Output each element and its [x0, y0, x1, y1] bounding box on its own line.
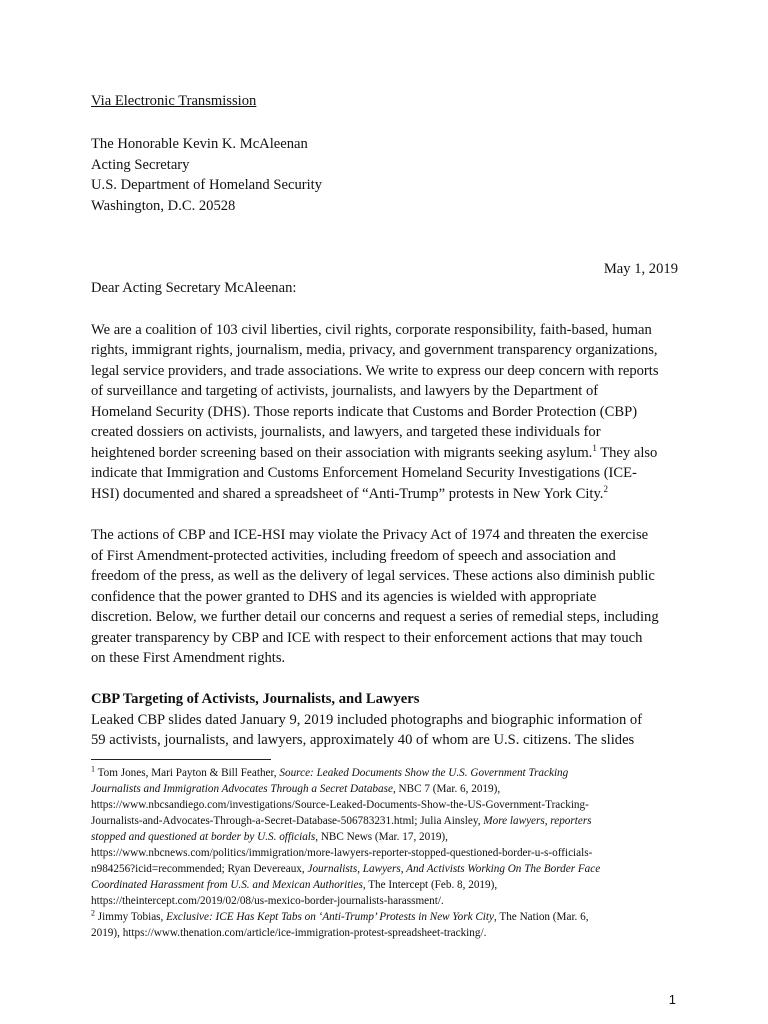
- para3-line: Leaked CBP slides dated January 9, 2019 included photographs and biographic information of: [91, 712, 643, 728]
- para2-line: greater transparency by CBP and ICE with respect to their enforcement actions that may touch: [91, 630, 643, 646]
- footnote-divider: [91, 759, 271, 760]
- para1-text: They also: [596, 445, 658, 461]
- footnote-title: More lawyers, reporters: [483, 815, 592, 827]
- para1-line: indicate that Immigration and Customs Enforcement Homeland Security Investigations (ICE-: [91, 465, 637, 481]
- footnote-text: Journalists-and-Advocates-Through-a-Secret-Database-506783231.html; Julia Ainsley,: [91, 815, 484, 827]
- footnote-1-line: [91, 830, 448, 846]
- para1-text: HSI) documented and shared a spreadsheet of “Anti-Trump” protests in New York City.: [91, 486, 604, 502]
- para1-line: created dossiers on activists, journalists, and lawyers, and targeted these individuals for: [91, 424, 601, 440]
- recipient-name: The Honorable Kevin K. McAleenan: [91, 136, 308, 152]
- footnote-2-url[interactable]: 2019), https://www.thenation.com/article/ice-immigration-protest-spreadsheet-tracking/.: [91, 927, 487, 939]
- footnote-title: Exclusive: ICE Has Kept Tabs on ‘Anti-Trump’ Protests in New York City: [166, 911, 494, 923]
- footnote-2: [91, 910, 589, 926]
- recipient-department: U.S. Department of Homeland Security: [91, 177, 323, 193]
- para1-text: heightened border screening based on their association with migrants seeking asylum.: [91, 445, 593, 461]
- para2-line: on these First Amendment rights.: [91, 650, 286, 666]
- page-number: 1: [668, 992, 676, 1007]
- footnote-1-line: [91, 878, 497, 894]
- footnote-1: [91, 766, 568, 782]
- footnote-ref-1[interactable]: 1: [592, 443, 597, 454]
- footnote-1-url[interactable]: https://www.nbcnews.com/politics/immigration/more-lawyers-reporter-stopped-questioned-border-u-s-officials-: [91, 847, 593, 859]
- para1-line: [91, 443, 657, 464]
- footnote-ref-2[interactable]: 2: [603, 484, 608, 495]
- footnote-title: Source: Leaked Documents Show the U.S. Government Tracking: [279, 767, 569, 779]
- footnote-1-url[interactable]: https://www.nbcsandiego.com/investigations/Source-Leaked-Documents-Show-the-US-Government-Tracking-: [91, 799, 589, 811]
- footnote-text: n984256?icid=recommended; Ryan Devereaux,: [91, 863, 308, 875]
- footnote-text: , NBC News (Mar. 17, 2019),: [315, 831, 448, 843]
- footnote-title: Journalists, Lawyers, And Activists Working On The Border Face: [307, 863, 601, 875]
- para1-line: of surveillance and targeting of activists, journalists, and lawyers by the Department of: [91, 383, 599, 399]
- para1-line: Homeland Security (DHS). Those reports indicate that Customs and Border Protection (CBP): [91, 404, 638, 420]
- para3-line: 59 activists, journalists, and lawyers, approximately 40 of whom are U.S. citizens. The slides: [91, 732, 635, 748]
- footnote-1-line: [91, 862, 600, 878]
- footnote-text: Jimmy Tobias,: [95, 911, 167, 923]
- transmission-line: Via Electronic Transmission: [91, 93, 257, 109]
- footnote-title: stopped and questioned at border by U.S. officials: [91, 831, 316, 843]
- section-heading: CBP Targeting of Activists, Journalists, and Lawyers: [91, 691, 420, 707]
- para2-line: freedom of the press, as well as the delivery of legal services. These actions also diminish public: [91, 568, 655, 584]
- footnote-1-line: [91, 814, 592, 830]
- footnote-title: Coordinated Harassment from U.S. and Mexican Authorities: [91, 879, 363, 891]
- recipient-title: Acting Secretary: [91, 157, 190, 173]
- para1-line: [91, 484, 608, 505]
- letter-date: May 1, 2019: [603, 261, 678, 277]
- para1-line: rights, immigrant rights, journalism, media, privacy, and government transparency organizations,: [91, 342, 658, 358]
- para2-line: of First Amendment-protected activities, including freedom of speech and association and: [91, 548, 616, 564]
- para1-line: legal service providers, and trade associations. We write to express our deep concern with reports: [91, 363, 659, 379]
- salutation: Dear Acting Secretary McAleenan:: [91, 280, 297, 296]
- para1-line: We are a coalition of 103 civil liberties, civil rights, corporate responsibility, faith-based, human: [91, 322, 652, 338]
- para2-line: The actions of CBP and ICE-HSI may violate the Privacy Act of 1974 and threaten the exercise: [91, 527, 649, 543]
- para2-line: confidence that the power granted to DHS and its agencies is wielded with appropriate: [91, 589, 597, 605]
- recipient-address: Washington, D.C. 20528: [91, 198, 236, 214]
- footnote-number: 2: [91, 908, 95, 918]
- footnote-title: Journalists and Immigration Advocates Through a Secret Database: [91, 783, 393, 795]
- para2-line: discretion. Below, we further detail our concerns and request a series of remedial steps, including: [91, 609, 659, 625]
- footnote-1-line: [91, 782, 500, 798]
- footnote-text: , The Intercept (Feb. 8, 2019),: [362, 879, 498, 891]
- footnote-number: 1: [91, 764, 95, 774]
- footnote-text: , The Nation (Mar. 6,: [493, 911, 589, 923]
- footnote-text: , NBC 7 (Mar. 6, 2019),: [392, 783, 501, 795]
- footnote-1-url[interactable]: https://theintercept.com/2019/02/08/us-mexico-border-journalists-harassment/.: [91, 895, 444, 907]
- footnote-text: Tom Jones, Mari Payton & Bill Feather,: [95, 767, 280, 779]
